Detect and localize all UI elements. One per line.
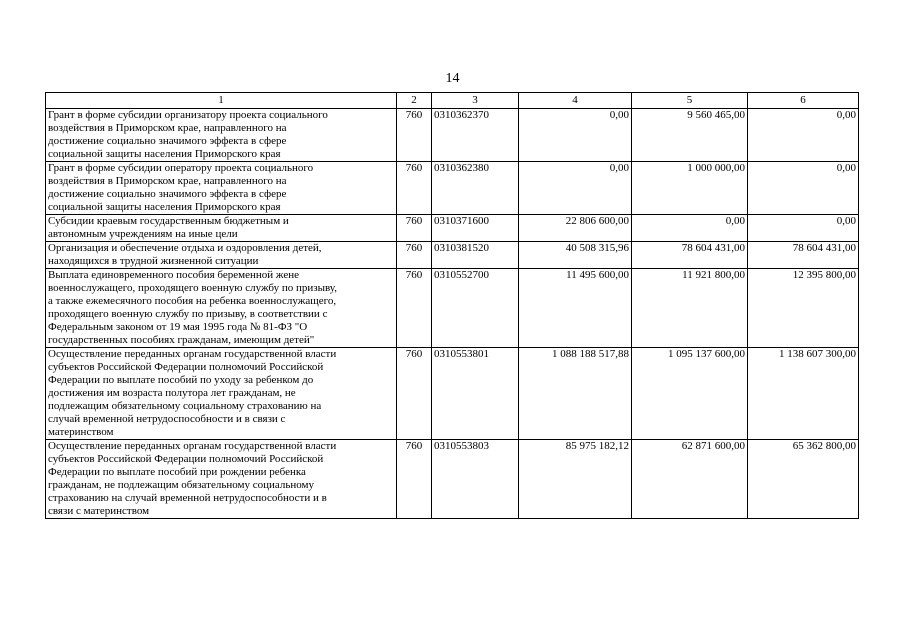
description-line: материнством [48, 426, 114, 438]
description-line: а также ежемесячного пособия на ребенка военнослужащего, [48, 295, 337, 307]
row-value-col-6: 12 395 800,00 [748, 269, 859, 348]
description-line: случай временной нетрудоспособности и в связи с [48, 413, 286, 425]
row-target-code: 0310552700 [432, 269, 519, 348]
row-value-col-4: 85 975 182,12 [519, 440, 632, 519]
description-line: субъектов Российской Федерации полномочий Российской [48, 361, 324, 373]
row-value-col-4: 40 508 315,96 [519, 242, 632, 269]
description-line: достижение социально значимого эффекта в сфере [48, 135, 287, 147]
description-line: Организация и обеспечение отдыха и оздоровления детей, [48, 242, 322, 254]
description-line: Осуществление переданных органам государственной власти [48, 440, 337, 452]
row-value-col-5: 78 604 431,00 [632, 242, 748, 269]
description-line: социальной защиты населения Приморского края [48, 148, 281, 160]
row-value-col-6: 78 604 431,00 [748, 242, 859, 269]
header-col-3: 3 [432, 93, 519, 109]
row-description [46, 162, 397, 215]
description-line: социальной защиты населения Приморского края [48, 201, 281, 213]
row-department-code: 760 [397, 348, 432, 440]
table-row [46, 215, 859, 242]
row-department-code: 760 [397, 269, 432, 348]
row-value-col-4: 0,00 [519, 109, 632, 162]
row-description [46, 348, 397, 440]
row-target-code: 0310381520 [432, 242, 519, 269]
header-col-6: 6 [748, 93, 859, 109]
row-target-code: 0310371600 [432, 215, 519, 242]
row-description [46, 440, 397, 519]
row-description [46, 269, 397, 348]
table-row [46, 269, 859, 348]
row-value-col-4: 0,00 [519, 162, 632, 215]
row-value-col-5: 62 871 600,00 [632, 440, 748, 519]
description-line: Грант в форме субсидии оператору проекта социального [48, 162, 314, 174]
row-value-col-4: 11 495 600,00 [519, 269, 632, 348]
header-col-1: 1 [46, 93, 397, 109]
row-value-col-5: 11 921 800,00 [632, 269, 748, 348]
description-line: подлежащим обязательному социальному страхованию на [48, 400, 322, 412]
row-description [46, 215, 397, 242]
row-target-code: 0310553801 [432, 348, 519, 440]
description-line: Федерации по выплате пособий при рождении ребенка [48, 466, 306, 478]
table-row [46, 242, 859, 269]
description-line: Выплата единовременного пособия беременной жене [48, 269, 299, 281]
table-row [46, 162, 859, 215]
row-department-code: 760 [397, 242, 432, 269]
row-target-code: 0310553803 [432, 440, 519, 519]
description-line: автономным учреждениям на иные цели [48, 228, 238, 240]
header-row [46, 93, 859, 109]
header-col-5: 5 [632, 93, 748, 109]
row-department-code: 760 [397, 440, 432, 519]
row-target-code: 0310362370 [432, 109, 519, 162]
row-value-col-6: 0,00 [748, 162, 859, 215]
row-department-code: 760 [397, 215, 432, 242]
row-value-col-5: 1 095 137 600,00 [632, 348, 748, 440]
description-line: Федерации по выплате пособий по уходу за ребенком до [48, 374, 314, 386]
description-line: проходящего военную службу по призыву, в соответствии с [48, 308, 328, 320]
row-description [46, 109, 397, 162]
description-line: страхованию на случай временной нетрудоспособности и в [48, 492, 327, 504]
row-value-col-5: 9 560 465,00 [632, 109, 748, 162]
description-line: находящихся в трудной жизненной ситуации [48, 255, 259, 267]
description-line: достижение социально значимого эффекта в сфере [48, 188, 287, 200]
description-line: воздействия в Приморском крае, направленного на [48, 175, 287, 187]
description-line: Грант в форме субсидии организатору проекта социального [48, 109, 328, 121]
description-line: Федеральным законом от 19 мая 1995 года № 81-ФЗ "О [48, 321, 308, 333]
row-value-col-6: 1 138 607 300,00 [748, 348, 859, 440]
header-col-2: 2 [397, 93, 432, 109]
table-row [46, 348, 859, 440]
description-line: связи с материнством [48, 505, 150, 517]
description-line: воздействия в Приморском крае, направленного на [48, 122, 287, 134]
row-department-code: 760 [397, 162, 432, 215]
row-value-col-4: 22 806 600,00 [519, 215, 632, 242]
description-line: достижения им возраста полутора лет гражданам, не [48, 387, 296, 399]
row-value-col-6: 0,00 [748, 215, 859, 242]
row-value-col-6: 65 362 800,00 [748, 440, 859, 519]
description-line: субъектов Российской Федерации полномочий Российской [48, 453, 324, 465]
description-line: Осуществление переданных органам государственной власти [48, 348, 337, 360]
row-department-code: 760 [397, 109, 432, 162]
header-col-4: 4 [519, 93, 632, 109]
description-line: государственных пособиях гражданам, имеющим детей" [48, 334, 315, 346]
description-line: Субсидии краевым государственным бюджетным и [48, 215, 289, 227]
row-value-col-5: 0,00 [632, 215, 748, 242]
row-value-col-6: 0,00 [748, 109, 859, 162]
table-row [46, 440, 859, 519]
description-line: военнослужащего, проходящего военную службу по призыву, [48, 282, 337, 294]
table-row [46, 109, 859, 162]
budget-table [45, 92, 859, 519]
page-number: 14 [445, 71, 460, 86]
row-target-code: 0310362380 [432, 162, 519, 215]
description-line: гражданам, не подлежащим обязательному социальному [48, 479, 314, 491]
row-value-col-5: 1 000 000,00 [632, 162, 748, 215]
row-description [46, 242, 397, 269]
row-value-col-4: 1 088 188 517,88 [519, 348, 632, 440]
